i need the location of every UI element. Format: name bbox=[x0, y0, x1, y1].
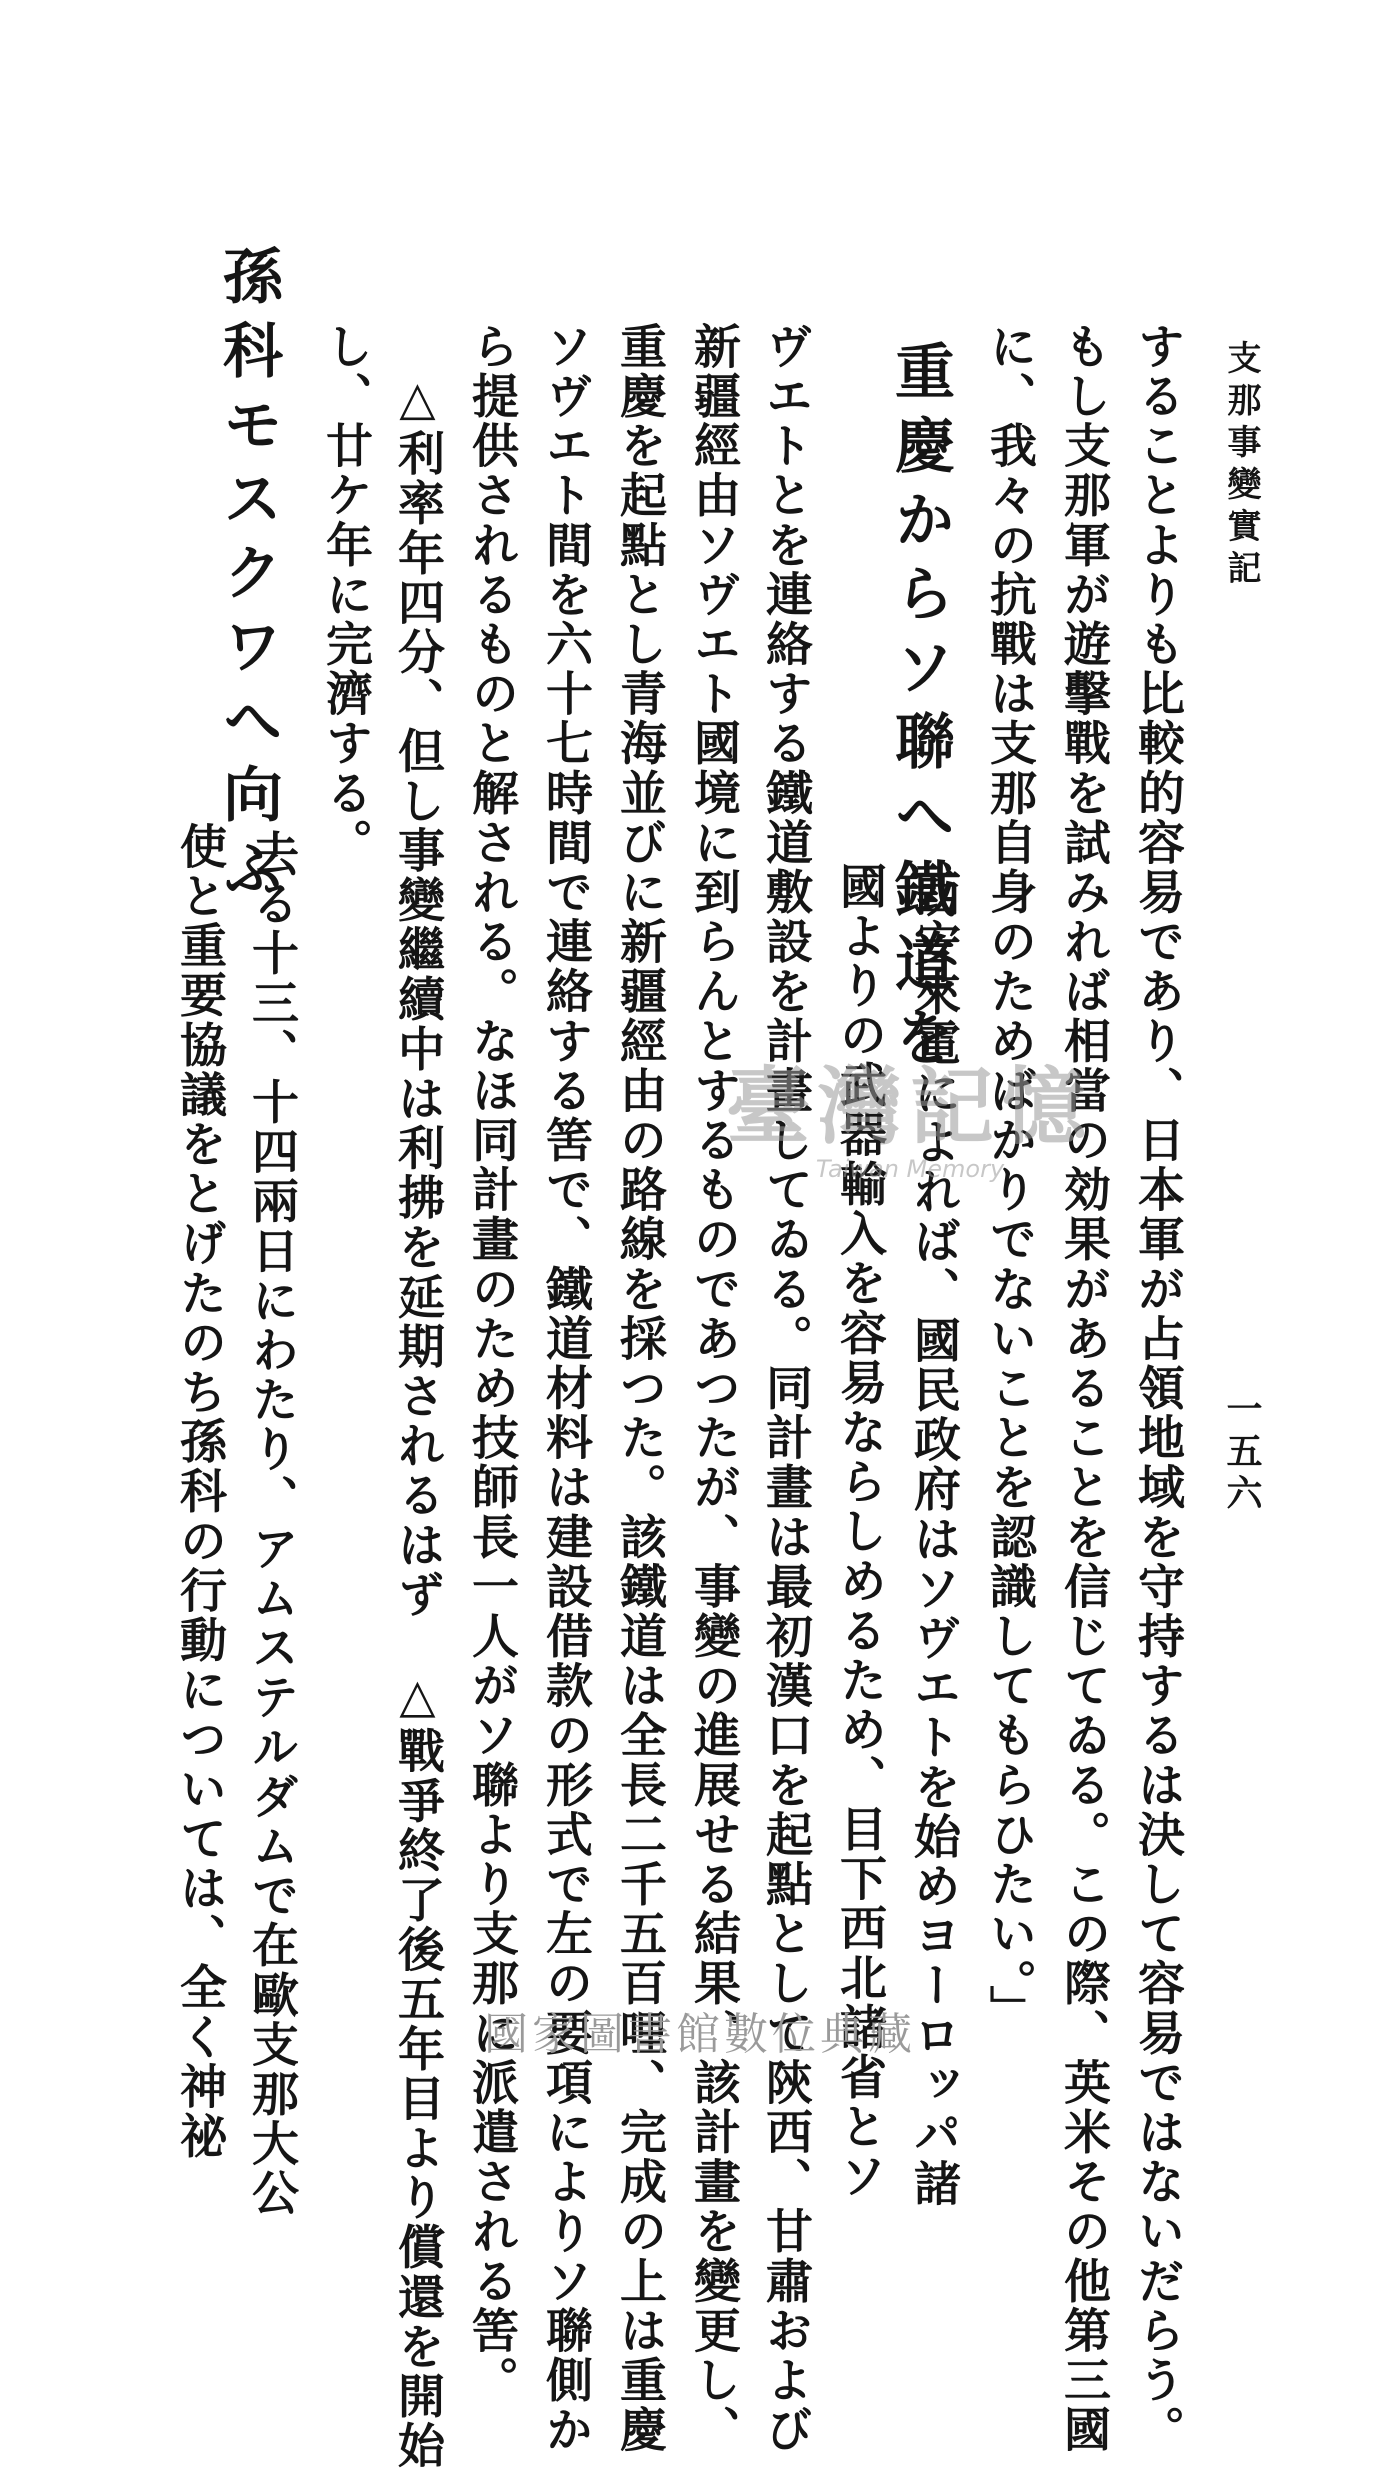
section-heading: 重慶からソ聯へ鐵道を bbox=[885, 340, 955, 1080]
section-heading: 孫科モスクワへ向ふ bbox=[213, 245, 283, 911]
text-column: 新疆經由ソヴエト國境に到らんとするものであつたが、事變の進展せる結果、該計畫を變更し、 bbox=[686, 322, 741, 2455]
running-head: 支那事變實記 bbox=[1221, 340, 1261, 592]
text-column: 去る十三、十四兩日にわたり、アムステルダムで在歐支那大公 bbox=[244, 780, 299, 2219]
text-column: に、我々の抗戰は支那自身のためばかりでないことを認識してもらひたい。」 bbox=[982, 322, 1037, 2035]
watermark-logo bbox=[720, 1040, 1100, 1190]
text-column: することよりも比較的容易であり、日本軍が占領地域を守持するは決して容易ではないだらう。 bbox=[1130, 322, 1185, 2455]
text-column: 使と重要協議をとげたのち孫科の行動については、全く神祕 bbox=[172, 822, 227, 2162]
text-column: ら提供されるものと解される。なほ同計畫のため技師長一人がソ聯より支那に派遣される筈。 bbox=[464, 322, 519, 2406]
watermark-sub: Taiwan Memory bbox=[815, 1155, 1005, 1183]
watermark-main: 臺灣記憶 bbox=[725, 1057, 1094, 1156]
text-column: ヴエトとを連絡する鐵道敷設を計畫してゐる。同計畫は最初漢口を起點として陝西、甘肅および bbox=[758, 322, 813, 2455]
text-column: ソヴエト間を六十七時間で連絡する筈で、鐵道材料は建設借款の形式で左の要項によりソ聯側か bbox=[538, 322, 593, 2455]
text-column: △利率年四分、但し事變繼續中は利拂を延期されるはず △戰爭終了後五年目より償還を開始 bbox=[390, 322, 445, 2471]
text-column: 西安來電によれば、國民政府はソヴエトを始めヨーロッパ諸 bbox=[906, 820, 961, 2209]
text-column: もし支那軍が遊擊戰を試みれば相當の効果があることを信じてゐる。この際、英米その他第三國 bbox=[1056, 322, 1111, 2455]
text-column: 重慶を起點とし青海並びに新疆經由の路線を採つた。該鐵道は全長二千五百哩、完成の上は重慶 bbox=[612, 322, 667, 2455]
text-column: 國よりの武器輸入を容易ならしめるため、目下西北諸省とソ bbox=[832, 862, 887, 2202]
page-number: 一五六 bbox=[1221, 1390, 1263, 1516]
text-column: し、廿ケ年に完濟する。 bbox=[318, 322, 373, 868]
collection-footer: 國家圖書館數位典藏 bbox=[484, 2009, 916, 2060]
